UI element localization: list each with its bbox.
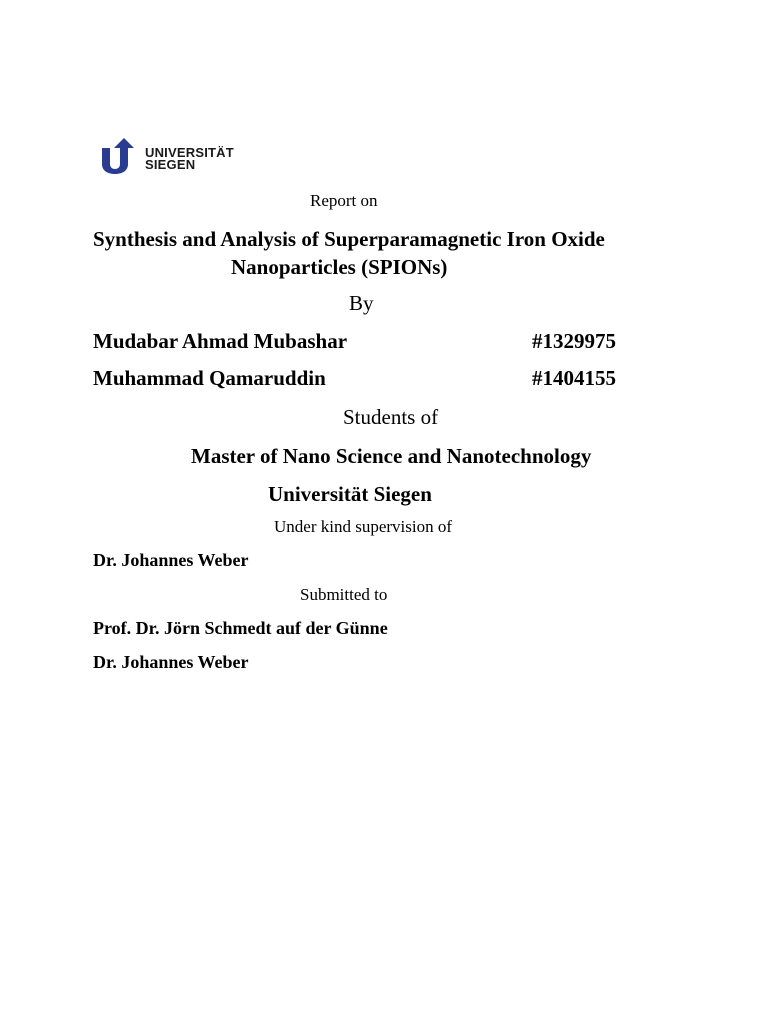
author-id-1: #1329975	[532, 329, 616, 353]
university-logo-text	[145, 147, 234, 171]
author-id-2: #1404155	[532, 366, 616, 390]
submitted-to-label: Submitted to	[300, 585, 388, 604]
supervisor-name: Dr. Johannes Weber	[93, 550, 249, 570]
author-name-1: Mudabar Ahmad Mubashar	[93, 329, 348, 353]
university-logo	[100, 136, 245, 176]
program-name: Master of Nano Science and Nanotechnology	[191, 444, 592, 468]
supervision-label: Under kind supervision of	[274, 517, 453, 536]
students-of-label: Students of	[343, 405, 439, 429]
report-on-label: Report on	[310, 191, 378, 210]
university-name: Universität Siegen	[268, 482, 432, 506]
recipient-2: Dr. Johannes Weber	[93, 652, 249, 672]
logo-line-2: SIEGEN	[145, 157, 196, 172]
author-name-2: Muhammad Qamaruddin	[93, 366, 326, 390]
report-title-line-1: Synthesis and Analysis of Superparamagnetic Iron Oxide	[93, 227, 605, 251]
report-title-line-2: Nanoparticles (SPIONs)	[231, 255, 448, 279]
by-label: By	[349, 291, 374, 315]
logo-line-1: UNIVERSITÄT	[145, 145, 234, 160]
university-logo-icon	[100, 136, 140, 176]
recipient-1: Prof. Dr. Jörn Schmedt auf der Günne	[93, 618, 388, 638]
